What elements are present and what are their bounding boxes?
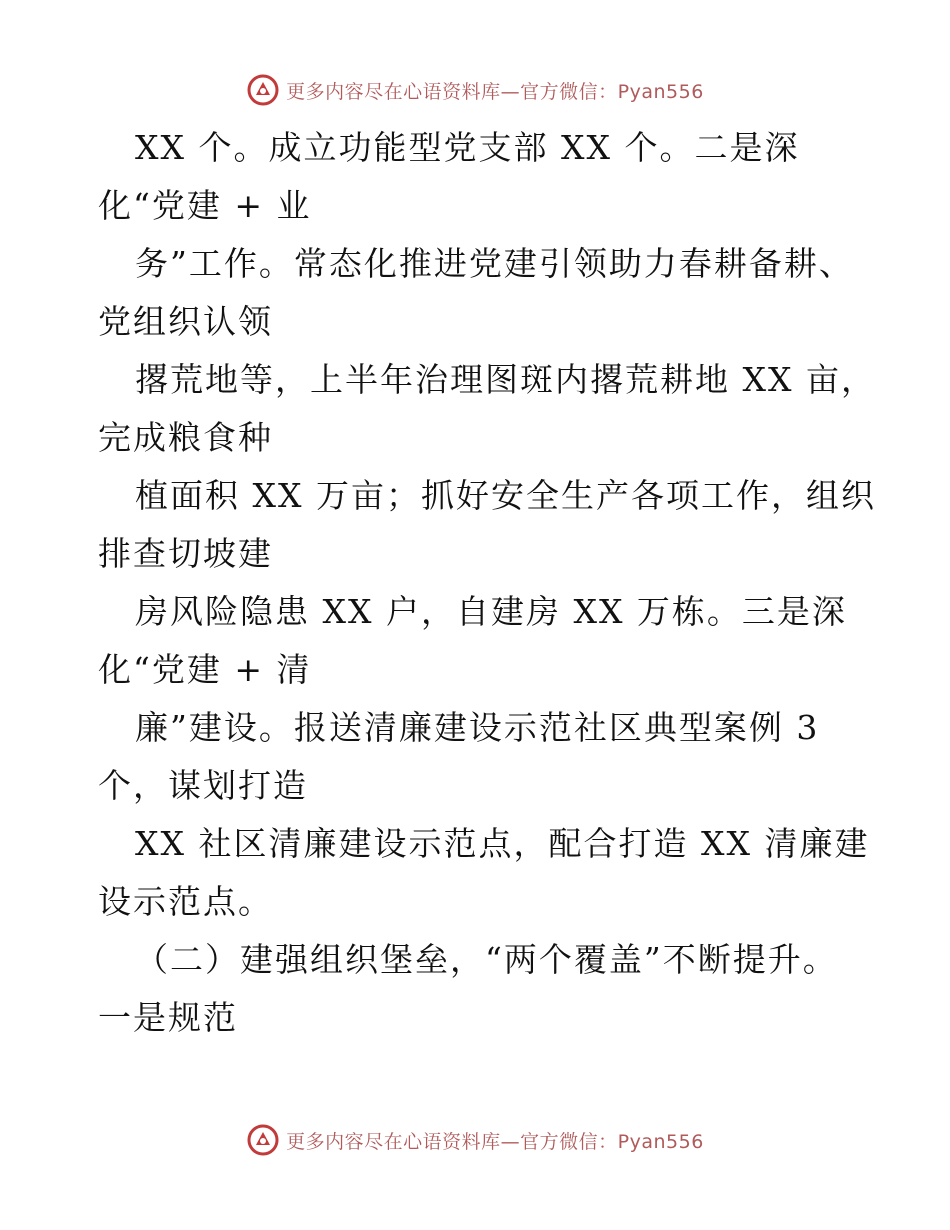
body-line-6: 完成粮食种 [98,418,273,457]
body-line-16: 一是规范 [98,998,238,1037]
logo-icon [246,73,280,107]
body-line-3: 务”工作。常态化推进党建引领助力春耕备耕、 [135,244,854,283]
footer-banner [0,1120,950,1160]
body-line-15: （二）建强组织堡垒，“两个覆盖”不断提升。 [135,940,838,979]
body-line-10: 化“党建 + 清 [98,650,312,689]
body-line-12: 个，谋划打造 [98,766,308,805]
body-line-14: 设示范点。 [98,882,273,921]
footer-banner-text: 更多内容尽在心语资料库—官方微信：Pyan556 [286,1130,704,1153]
logo-icon [246,1123,280,1157]
header-banner [0,70,950,110]
body-line-9: 房风险隐患 XX 户，自建房 XX 万栋。三是深 [135,592,847,631]
body-line-1: XX 个。成立功能型党支部 XX 个。二是深 [135,128,800,167]
body-line-5: 撂荒地等，上半年治理图斑内撂荒耕地 XX 亩， [135,360,876,399]
body-line-4: 党组织认领 [98,302,273,341]
body-line-2: 化“党建 + 业 [98,186,312,225]
body-line-11: 廉”建设。报送清廉建设示范社区典型案例 3 [135,708,820,747]
header-banner-text: 更多内容尽在心语资料库—官方微信：Pyan556 [286,80,704,103]
body-line-7: 植面积 XX 万亩；抓好安全生产各项工作，组织 [135,476,876,515]
body-line-13: XX 社区清廉建设示范点，配合打造 XX 清廉建 [135,824,870,863]
body-line-8: 排查切坡建 [98,534,273,573]
